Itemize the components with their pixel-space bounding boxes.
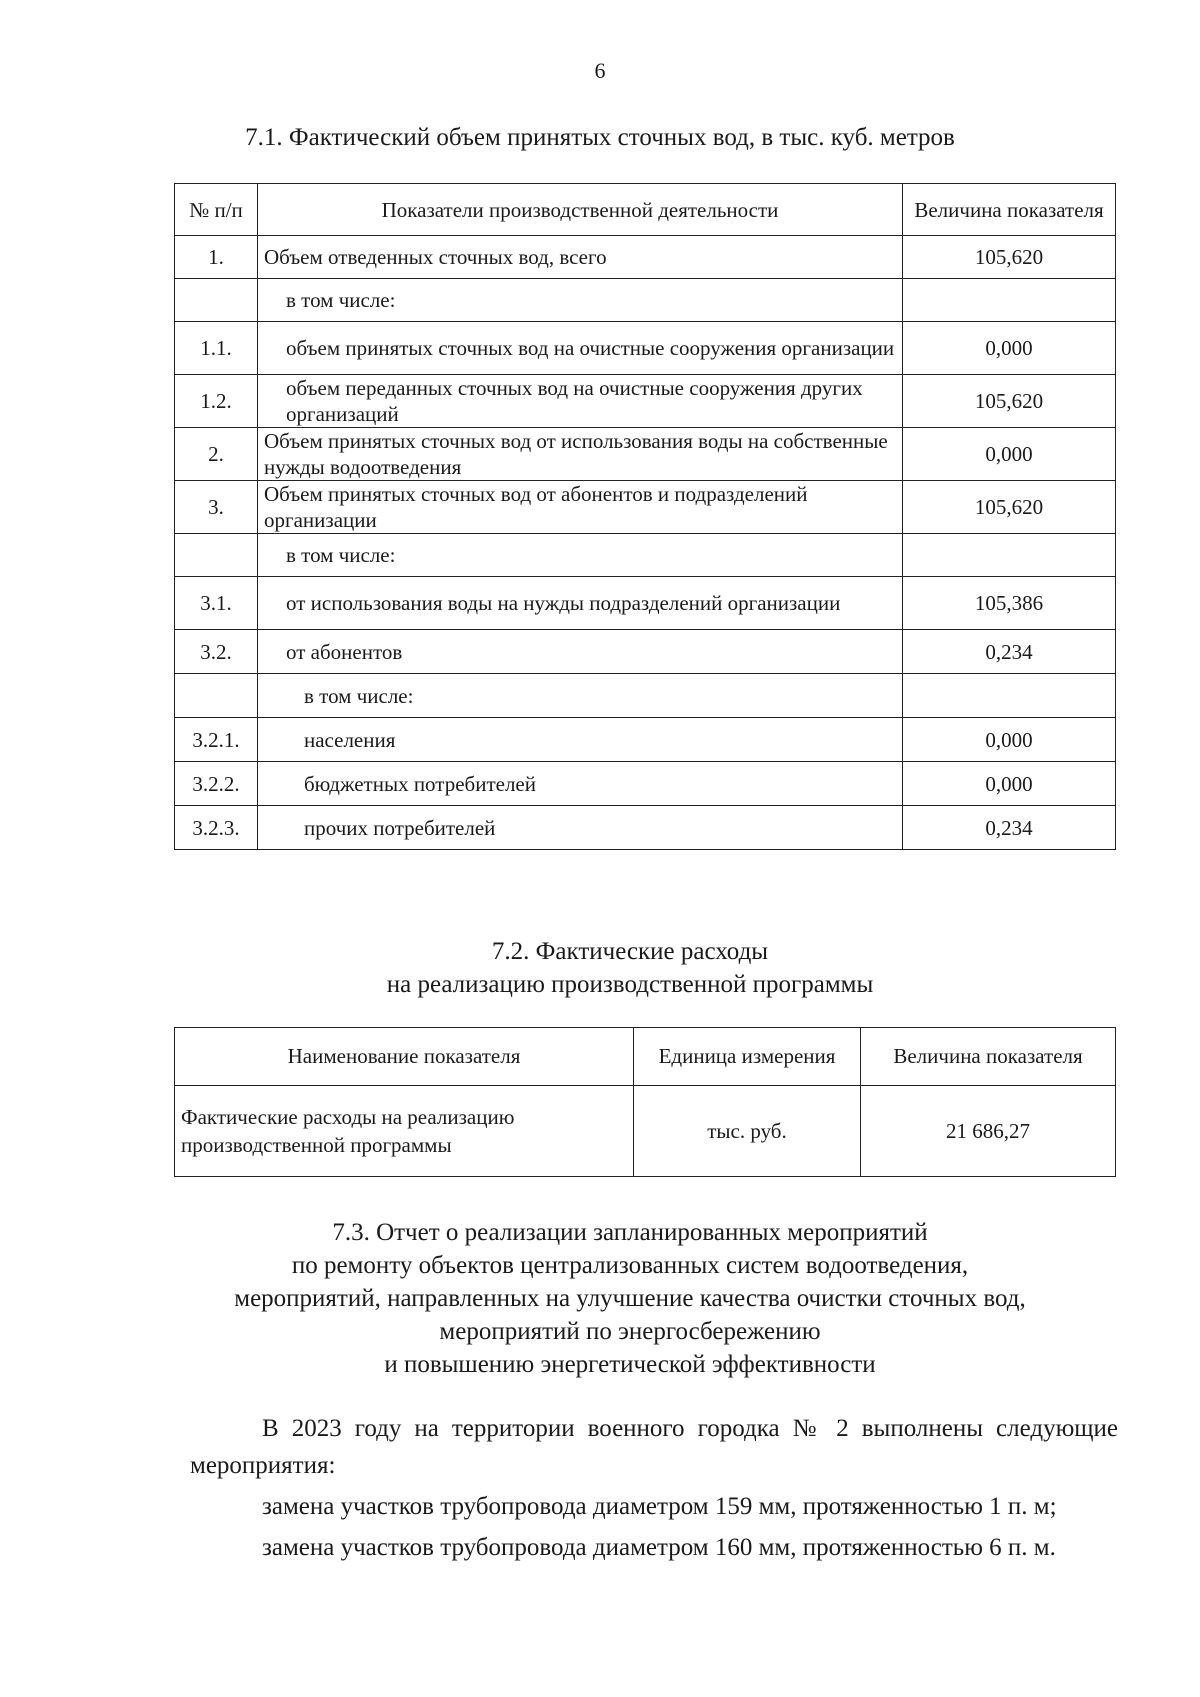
- row-number: 3.2.1.: [175, 718, 258, 762]
- row-value: 21 686,27: [861, 1086, 1116, 1177]
- table-row: [175, 481, 1116, 534]
- row-name: в том числе:: [258, 534, 903, 577]
- table-row: [175, 806, 1116, 850]
- table-row: [175, 674, 1116, 718]
- row-value: [903, 534, 1116, 577]
- section-7-3-title: [100, 1216, 1160, 1381]
- page-number: 6: [594, 58, 606, 83]
- row-name: Фактические расходы на реализацию производственной программы: [175, 1086, 634, 1177]
- row-value: [903, 674, 1116, 718]
- wastewater-volume-table: [174, 183, 1116, 850]
- row-value: [903, 279, 1116, 322]
- row-name: населения: [258, 718, 903, 762]
- table-header-row: [175, 184, 1116, 236]
- section-7-3-title-line: 7.3. Отчет о реализации запланированных мероприятий: [332, 1219, 928, 1246]
- body-paragraph: замена участков трубопровода диаметром 160 мм, протяженностью 6 п. м.: [262, 1534, 1056, 1561]
- row-name: объем принятых сточных вод на очистные сооружения организации: [258, 322, 903, 375]
- row-value: 105,386: [903, 577, 1116, 630]
- row-value: 105,620: [903, 236, 1116, 279]
- row-number: 3.2.: [175, 630, 258, 674]
- header-indicator: Показатели производственной деятельности: [258, 184, 903, 236]
- row-value: 0,000: [903, 718, 1116, 762]
- row-name: объем переданных сточных вод на очистные сооружения других организаций: [258, 375, 903, 428]
- row-name: Объем отведенных сточных вод, всего: [258, 236, 903, 279]
- header-unit: Единица измерения: [634, 1028, 861, 1086]
- row-number: 1.1.: [175, 322, 258, 375]
- row-unit: тыс. руб.: [634, 1086, 861, 1177]
- table-row: [175, 630, 1116, 674]
- row-number: [175, 279, 258, 322]
- section-7-3-title-line: мероприятий, направленных на улучшение качества очистки сточных вод,: [234, 1285, 1026, 1312]
- row-value: 105,620: [903, 375, 1116, 428]
- table-row: [175, 1086, 1116, 1177]
- row-name: в том числе:: [258, 279, 903, 322]
- row-value: 0,234: [903, 630, 1116, 674]
- body-paragraph: В 2023 году на территории военного городка № 2 выполнены следующие мероприятия:: [190, 1415, 1118, 1479]
- section-7-3-title-line: по ремонту объектов централизованных систем водоотведения,: [291, 1252, 969, 1279]
- row-number: 3.1.: [175, 577, 258, 630]
- table-row: [175, 718, 1116, 762]
- section-7-1-title: 7.1. Фактический объем принятых сточных вод, в тыс. куб. метров: [245, 124, 955, 151]
- row-number: 2.: [175, 428, 258, 481]
- row-value: 105,620: [903, 481, 1116, 534]
- row-name: Объем принятых сточных вод от абонентов и подразделений организации: [258, 481, 903, 534]
- expenses-table: [174, 1027, 1116, 1177]
- body-paragraph: замена участков трубопровода диаметром 159 мм, протяженностью 1 п. м;: [262, 1493, 1057, 1520]
- section-7-3-title-line: мероприятий по энергосбережению: [439, 1318, 821, 1345]
- row-name: Объем принятых сточных вод от использования воды на собственные нужды водоотведения: [258, 428, 903, 481]
- row-name: в том числе:: [258, 674, 903, 718]
- row-name: бюджетных потребителей: [258, 762, 903, 806]
- row-number: 3.2.2.: [175, 762, 258, 806]
- table-row: [175, 375, 1116, 428]
- table-row: [175, 762, 1116, 806]
- table-header-row: [175, 1028, 1116, 1086]
- section-7-3-body: [190, 1410, 1118, 1570]
- row-value: 0,000: [903, 428, 1116, 481]
- table-row: [175, 322, 1116, 375]
- table-row: [175, 428, 1116, 481]
- table-row: [175, 534, 1116, 577]
- row-name: от абонентов: [258, 630, 903, 674]
- section-7-3-title-line: и повышению энергетической эффективности: [384, 1351, 876, 1378]
- header-value: Величина показателя: [903, 184, 1116, 236]
- row-name: от использования воды на нужды подразделений организации: [258, 577, 903, 630]
- section-7-2-title: [100, 935, 1160, 1001]
- row-number: 3.2.3.: [175, 806, 258, 850]
- section-7-2-title-line: 7.2. Фактические расходы: [491, 938, 769, 965]
- row-value: 0,234: [903, 806, 1116, 850]
- table-row: [175, 279, 1116, 322]
- table-row: [175, 236, 1116, 279]
- row-value: 0,000: [903, 322, 1116, 375]
- row-number: 1.: [175, 236, 258, 279]
- table-row: [175, 577, 1116, 630]
- row-number: [175, 674, 258, 718]
- header-indicator-name: Наименование показателя: [175, 1028, 634, 1086]
- row-number: [175, 534, 258, 577]
- row-name: прочих потребителей: [258, 806, 903, 850]
- section-7-2-title-line: на реализацию производственной программы: [386, 971, 874, 998]
- header-number: № п/п: [175, 184, 258, 236]
- row-number: 3.: [175, 481, 258, 534]
- header-value: Величина показателя: [861, 1028, 1116, 1086]
- row-number: 1.2.: [175, 375, 258, 428]
- row-value: 0,000: [903, 762, 1116, 806]
